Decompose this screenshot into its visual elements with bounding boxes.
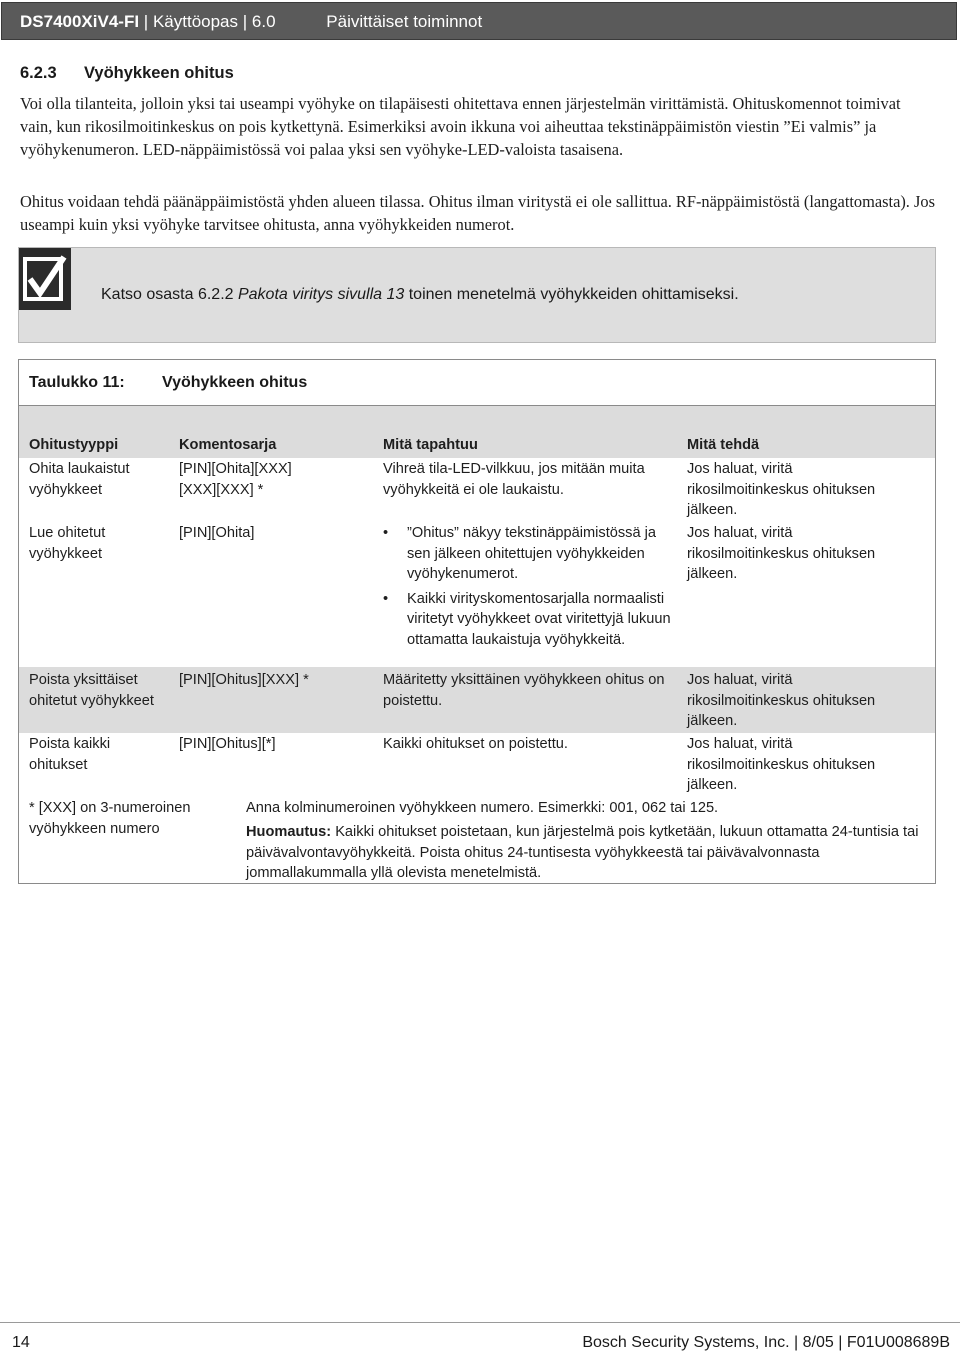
- note-box: [18, 247, 936, 343]
- section-title: Vyöhykkeen ohitus: [84, 64, 234, 82]
- table-row-3-todo: Jos haluat, viritä rikosilmoitinkeskus ohituksen jälkeen.: [687, 672, 876, 729]
- table-row-3-type: Poista yksittäiset ohitetut vyöhykkeet: [29, 672, 154, 709]
- checkbox-check-icon: [19, 248, 71, 310]
- table-remark: [246, 822, 926, 884]
- bypass-table: [18, 359, 936, 884]
- table-row-1-todo: Jos haluat, viritä rikosilmoitinkeskus ohituksen jälkeen.: [687, 461, 876, 518]
- table-remark-label: Huomautus:: [246, 824, 332, 840]
- section-number: 6.2.3: [20, 64, 57, 82]
- table-row-4-todo: Jos haluat, viritä rikosilmoitinkeskus ohituksen jälkeen.: [687, 736, 876, 793]
- table-row-2-command: [PIN][Ohita]: [179, 525, 255, 541]
- doc-number: F01U008689B: [846, 1334, 950, 1351]
- section-heading: [20, 64, 234, 83]
- column-header-happens: Mitä tapahtuu: [383, 437, 478, 453]
- header-separator: |: [242, 12, 248, 31]
- header-separator: |: [143, 12, 149, 31]
- footer-divider: [0, 1322, 960, 1323]
- page-number: 14: [12, 1334, 30, 1351]
- list-item: • Kaikki virityskomentosarjalla normaalisti viritetyt vyöhykkeet ovat viritettyjä lukuun ottamatta laukaistuja vyöhykkeitä.: [383, 589, 673, 651]
- guide-name: Käyttöopas: [152, 12, 239, 31]
- note-text: [101, 286, 739, 304]
- table-caption-title: Vyöhykkeen ohitus: [162, 374, 308, 391]
- table-row-3-happens: Määritetty yksittäinen vyöhykkeen ohitus on poistettu.: [383, 672, 665, 709]
- note-suffix: toinen menetelmä vyöhykkeiden ohittamiseksi.: [404, 286, 739, 303]
- second-paragraph: Ohitus voidaan tehdä päänäppäimistöstä yhden alueen tilassa. Ohitus ilman viritystä ei ole sallittua. RF-näppäimistöstä (langattomasta). Jos useampi kuin yksi vyöhyke tarvitsee ohitusta, anna vyöhykkeiden numerot.: [20, 192, 935, 234]
- footer-separator: |: [838, 1334, 843, 1351]
- table-row-2-todo: Jos haluat, viritä rikosilmoitinkeskus ohituksen jälkeen.: [687, 525, 876, 582]
- intro-paragraph: Voi olla tilanteita, jolloin yksi tai useampi vyöhyke on tilapäisesti ohitettava ennen järjestelmän virittämistä. Ohituskomennot toimivat vain, kun rikosilmoitinkeskus on pois kytkettynä. Esimerkiksi avoin ikkuna voi aiheuttaa tekstinäppäimistön viestin ”Ei valmis” ja vyöhykenumeron. LED-näppäimistössä voi palaa yksi sen vyöhyke-LED-valoista tasaisena.: [20, 94, 901, 159]
- table-row-4-type: Poista kaikki ohitukset: [29, 736, 111, 773]
- page-footer: [582, 1334, 950, 1352]
- note-reference-link[interactable]: Pakota viritys sivulla 13: [237, 286, 405, 303]
- table-row-3-command: [PIN][Ohitus][XXX] *: [179, 672, 309, 688]
- doc-code: DS7400XiV4-FI: [20, 12, 140, 31]
- table-row-1-happens: Vihreä tila-LED-vilkkuu, jos mitään muita vyöhykkeitä ei ole laukaistu.: [383, 461, 645, 498]
- table-caption-label: Taulukko 11:: [29, 374, 125, 391]
- version: 6.0: [251, 12, 276, 31]
- table-remark-text: Kaikki ohitukset poistetaan, kun järjestelmä pois kytketään, lukuun ottamatta 24-tuntisia tai päivävalvontavyöhykkeitä. Poista ohitus 24-tuntisesta vyöhykkeestä tai päivävalvonnasta jommallakummalla yllä olevista menetelmistä.: [246, 824, 919, 881]
- column-header-type: Ohitustyyppi: [29, 437, 119, 453]
- footer-separator: |: [794, 1334, 799, 1351]
- footer-date: 8/05: [802, 1334, 834, 1351]
- table-row-4-command: [PIN][Ohitus][*]: [179, 736, 276, 752]
- table-row-4-happens: Kaikki ohitukset on poistettu.: [383, 736, 568, 752]
- table-footnote-text: Anna kolminumeroinen vyöhykkeen numero. Esimerkki: 001, 062 tai 125.: [246, 800, 719, 816]
- chapter-title: Päivittäiset toiminnot: [326, 12, 483, 31]
- column-header-command: Komentosarja: [179, 437, 277, 453]
- company-name: Bosch Security Systems, Inc.: [582, 1334, 790, 1351]
- note-prefix: Katso osasta 6.2.2: [101, 286, 238, 303]
- table-row-2-type: Lue ohitetut vyöhykkeet: [29, 525, 106, 562]
- page-header: [1, 2, 957, 40]
- table-caption: [19, 360, 935, 406]
- table-footnote-label: * [XXX] on 3-numeroinen vyöhykkeen numero: [29, 800, 191, 837]
- list-item: • ”Ohitus” näkyy tekstinäppäimistössä ja sen jälkeen ohitettujen vyöhykkeiden vyöhykenumerot.: [383, 523, 673, 585]
- table-row-1-type: Ohita laukaistut vyöhykkeet: [29, 461, 130, 498]
- table-row-2-happens: [383, 523, 673, 654]
- column-header-todo: Mitä tehdä: [687, 437, 760, 453]
- table-row-1-command: [PIN][Ohita][XXX] [XXX][XXX] *: [179, 461, 292, 498]
